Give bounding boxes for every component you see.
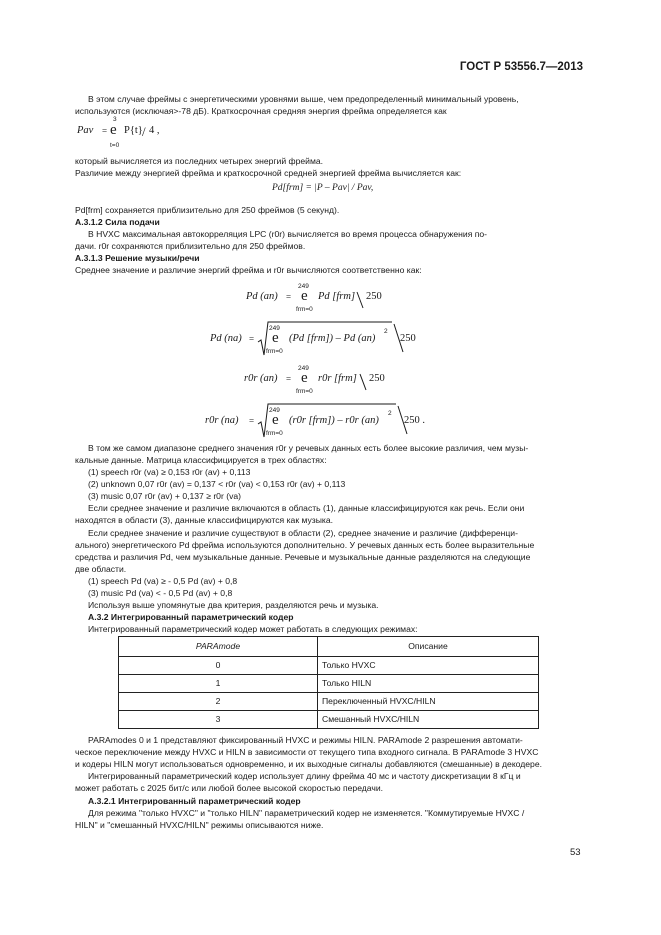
paragraph-line: может работать с 2025 бит/с или любой более высокой скоростью передачи.	[75, 783, 384, 793]
formula-body: (Pd [frm]) – Pd (an)	[289, 333, 376, 344]
table-cell: Смешанный HVXC/HILN	[318, 711, 539, 729]
formula-upper-limit: 249	[298, 283, 309, 290]
formula-lower-limit: frm=0	[296, 388, 313, 395]
paragraph-line: средства и различия Pd, чем музыкальные данные. Речевые и музыкальные данные разделяются на следующие	[75, 552, 531, 562]
formula-upper-limit: 249	[269, 407, 280, 414]
formula-divisor: 250	[400, 333, 416, 344]
paragraph-line: Если среднее значение и различие включаются в область (1), данные классифицируются как речь. Если они	[88, 503, 525, 513]
formula-pd: Pd[frm] = |P – Pav| / Pav,	[272, 183, 374, 193]
table-row	[119, 693, 539, 711]
paragraph-line: В том же самом диапазоне среднего значения r0r у речевых данных есть более высокие различия, чем музы-	[88, 443, 529, 453]
formula-body: r0r [frm]	[318, 373, 357, 384]
table-row	[119, 675, 539, 693]
paragraph-line: который вычисляется из последних четырех энергий фрейма.	[75, 156, 324, 166]
paragraph-line: (1) speech Pd (va) ≥ - 0,5 Pd (av) + 0,8	[88, 576, 238, 586]
paragraph-line: Если среднее значение и различие существуют в области (2), среднее значение и различие (дифференци-	[88, 528, 518, 538]
sqrt-sign	[258, 404, 396, 437]
formula-upper-limit: 249	[269, 325, 280, 332]
section-heading: А.3.2 Интегрированный параметрический кодер	[88, 612, 294, 622]
formula-body: Pd [frm]	[318, 291, 356, 302]
table-header-cell: Описание	[318, 637, 539, 657]
paragraph-line: и кодеры HILN могут использоваться одновременно, и их выходные сигналы добавляются (смешанные) в декодере.	[75, 759, 543, 769]
table-row	[119, 657, 539, 675]
formula-operator: =	[249, 334, 255, 344]
paragraph-line: (3) music Pd (va) < - 0,5 Pd (av) + 0,8	[88, 588, 233, 598]
paragraph-line: Pd[frm] сохраняется приблизительно для 250 фреймов (5 секунд).	[75, 205, 340, 215]
formula-operator: =	[102, 126, 108, 136]
paragraph-line: (1) speech r0r (va) ≥ 0,153 r0r (av) + 0,113	[88, 467, 251, 477]
paragraph-line: Интегрированный параметрический кодер может работать в следующих режимах:	[88, 624, 418, 634]
paragraph-line: ального) энергетического Pd фрейма используются дополнительно. У речевых данных есть более выразительные	[75, 540, 535, 550]
paragraph-line: Среднее значение и различие энергий фрейма и r0r вычисляются соответственно как:	[75, 265, 422, 275]
table-cell: Переключенный HVXC/HILN	[318, 693, 539, 711]
sum-symbol: e	[272, 330, 279, 346]
paragraph-line: находятся в области (3), данные классифицируются как музыка.	[75, 515, 334, 525]
paramode-table	[118, 636, 539, 729]
formula-body: P{t}	[124, 125, 143, 136]
formula-tail: 4 ,	[149, 125, 160, 136]
formula-divisor: 250	[366, 291, 382, 302]
formula-operator: =	[286, 374, 292, 384]
sum-symbol: e	[272, 412, 279, 428]
formula-lhs: Pav	[77, 125, 94, 136]
table-cell: 2	[119, 693, 318, 711]
paragraph-line: Используя выше упомянутые два критерия, разделяются речь и музыка.	[88, 600, 379, 610]
formula-body: (r0r [frm]) – r0r (an)	[289, 415, 379, 426]
formula-lower-limit: t=0	[110, 142, 120, 149]
paragraph-line: В HVXC максимальная автокорреляция LPC (r0r) вычисляется во время процесса обнаружения по-	[88, 229, 488, 239]
paragraph-line: (2) unknown 0,07 r0r (av) = 0,137 < r0r (va) < 0,153 r0r (av) + 0,113	[88, 479, 346, 489]
section-heading: А.3.1.2 Сила подачи	[75, 217, 160, 227]
formula-upper-limit: 3	[113, 116, 117, 123]
formula-lower-limit: frm=0	[296, 306, 313, 313]
table-cell: Только HVXC	[318, 657, 539, 675]
sum-symbol: e	[301, 288, 308, 304]
formula-lhs: Pd (an)	[246, 291, 278, 302]
paragraph-line: Для режима "только HVXC" и "только HILN" параметрический кодер не изменяется. "Коммутируемые HVXC /	[88, 808, 525, 818]
formula-upper-limit: 249	[298, 365, 309, 372]
table-row	[119, 711, 539, 729]
formula-exponent: 2	[388, 410, 392, 417]
table-header-cell: PARAmode	[119, 637, 318, 657]
table-cell: 3	[119, 711, 318, 729]
formula-operator: =	[249, 416, 255, 426]
sqrt-sign	[258, 322, 392, 355]
division-slash	[357, 292, 363, 308]
paragraph-line: дачи. r0r сохраняются приблизительно для 250 фреймов.	[75, 241, 306, 251]
document-header: ГОСТ Р 53556.7—2013	[459, 61, 583, 73]
table-cell: Только HILN	[318, 675, 539, 693]
table-header-row	[119, 637, 539, 657]
formula-divisor: 250	[369, 373, 385, 384]
sum-symbol: e	[110, 122, 117, 138]
formula-divisor: 250 .	[404, 415, 425, 426]
division-slash	[360, 374, 366, 390]
paragraph-line: две области.	[75, 564, 127, 574]
division-slash	[398, 406, 407, 434]
paragraph-line: В этом случае фреймы с энергетическими уровнями выше, чем предопределенный минимальный уровень,	[88, 94, 519, 104]
paragraph-line: (3) music 0,07 r0r (av) + 0,137 ≥ r0r (va)	[88, 491, 242, 501]
table-cell: 0	[119, 657, 318, 675]
formula-slash: /	[142, 124, 146, 139]
paragraph-line: ческое переключение между HVXC и HILN в зависимости от текущего типа входного сигнала. В PARAmode 3 HVXC	[75, 747, 539, 757]
formula-exponent: 2	[384, 328, 388, 335]
formula-lower-limit: frm=0	[266, 430, 283, 437]
paragraph-line: Интегрированный параметрический кодер использует длину фрейма 40 мс и частоту дискретизации 8 кГц и	[88, 771, 521, 781]
formula-lhs: r0r (na)	[205, 415, 239, 426]
formula-lhs: r0r (an)	[244, 373, 278, 384]
paragraph-line: HILN" и "смешанный HVXC/HILN" режимы описываются ниже.	[75, 820, 324, 830]
paragraph-line: используются (исключая>-78 дБ). Краткосрочная средняя энергия фрейма определяется как	[75, 106, 447, 116]
section-heading: А.3.2.1 Интегрированный параметрический кодер	[88, 796, 301, 806]
formula-operator: =	[286, 292, 292, 302]
table-cell: 1	[119, 675, 318, 693]
division-slash	[394, 324, 403, 352]
paragraph-line: кальные данные. Матрица классифицируется в трех областях:	[75, 455, 327, 465]
paragraph-line: PARAmodes 0 и 1 представляют фиксированный HVXC и режимы HILN. PARAmode 2 разрешения автомати-	[88, 735, 523, 745]
paragraph-line: Различие между энергией фрейма и краткосрочной средней энергией фрейма вычисляется как:	[75, 168, 462, 178]
section-heading: А.3.1.3 Решение музыки/речи	[75, 253, 200, 263]
page-number: 53	[570, 847, 581, 858]
sum-symbol: e	[301, 370, 308, 386]
formula-lower-limit: frm=0	[266, 348, 283, 355]
formula-lhs: Pd (na)	[210, 333, 242, 344]
